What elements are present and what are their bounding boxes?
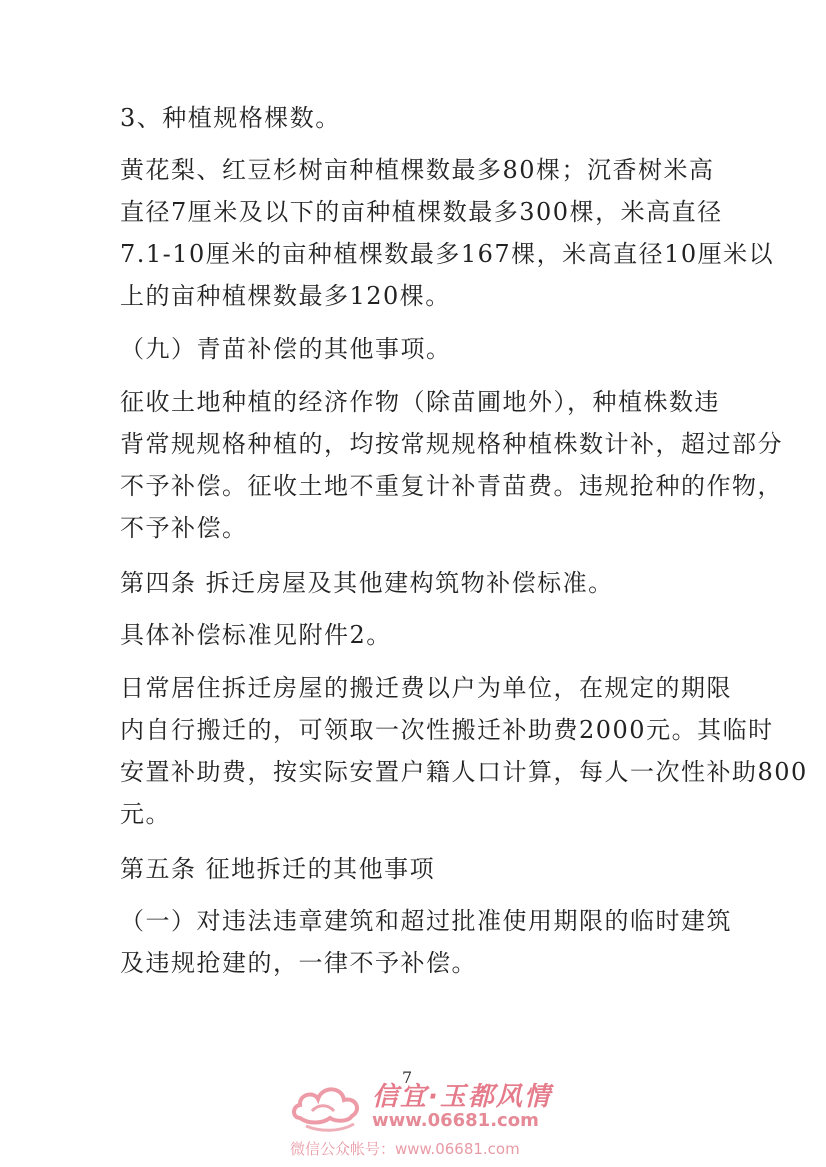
- text-line: 不予补偿。: [120, 514, 248, 542]
- text-line: （九）青苗补偿的其他事项。: [120, 335, 452, 363]
- text-line: 第五条 征地拆迁的其他事项: [120, 855, 436, 883]
- paragraph-9: [120, 900, 732, 984]
- text-line: （一）对违法违章建筑和超过批准使用期限的临时建筑: [120, 907, 732, 935]
- paragraph-4: [120, 381, 783, 549]
- paragraph-2: [120, 149, 775, 317]
- text-line: 安置补助费，按实际安置户籍人口计算，每人一次性补助800: [120, 758, 808, 786]
- paragraph-7: [120, 667, 808, 835]
- paragraph-3: [120, 328, 720, 370]
- page-number: 7: [402, 1068, 413, 1087]
- text-line: 黄花梨、红豆杉树亩种植棵数最多80棵；沉香树米高: [120, 156, 715, 184]
- text-line: 直径7厘米及以下的亩种植棵数最多300棵，米高直径: [120, 198, 723, 226]
- watermark: [290, 1072, 550, 1162]
- text-line: 上的亩种植棵数最多120棵。: [120, 282, 451, 310]
- watermark-title: 信宜·玉都风情: [372, 1082, 552, 1112]
- text-line: 内自行搬迁的，可领取一次性搬迁补助费2000元。其临时: [120, 716, 774, 744]
- text-line: 元。: [120, 800, 171, 828]
- text-line: 具体补偿标准见附件2。: [120, 621, 392, 649]
- text-line: 征收土地种植的经济作物（除苗圃地外），种植株数违: [120, 388, 720, 416]
- paragraph-1: [120, 97, 720, 139]
- paragraph-8: [120, 848, 720, 890]
- text-line: 不予补偿。征收土地不重复计补青苗费。违规抢种的作物，: [120, 472, 783, 500]
- paragraph-6: [120, 614, 720, 656]
- paragraph-5: [120, 562, 720, 604]
- watermark-site: www.06681.com: [372, 1110, 539, 1131]
- watermark-subtitle: 微信公众帐号：www.06681.com: [290, 1140, 520, 1158]
- text-line: 3、种植规格棵数。: [120, 104, 341, 132]
- cloud-logo-icon: [290, 1078, 368, 1134]
- text-line: 背常规规格种植的，均按常规规格种植株数计补，超过部分: [120, 430, 783, 458]
- text-line: 日常居住拆迁房屋的搬迁费以户为单位，在规定的期限: [120, 674, 732, 702]
- text-line: 7.1-10厘米的亩种植棵数最多167棵，米高直径10厘米以: [120, 240, 775, 268]
- text-line: 第四条 拆迁房屋及其他建构筑物补偿标准。: [120, 569, 614, 597]
- text-line: 及违规抢建的，一律不予补偿。: [120, 949, 477, 977]
